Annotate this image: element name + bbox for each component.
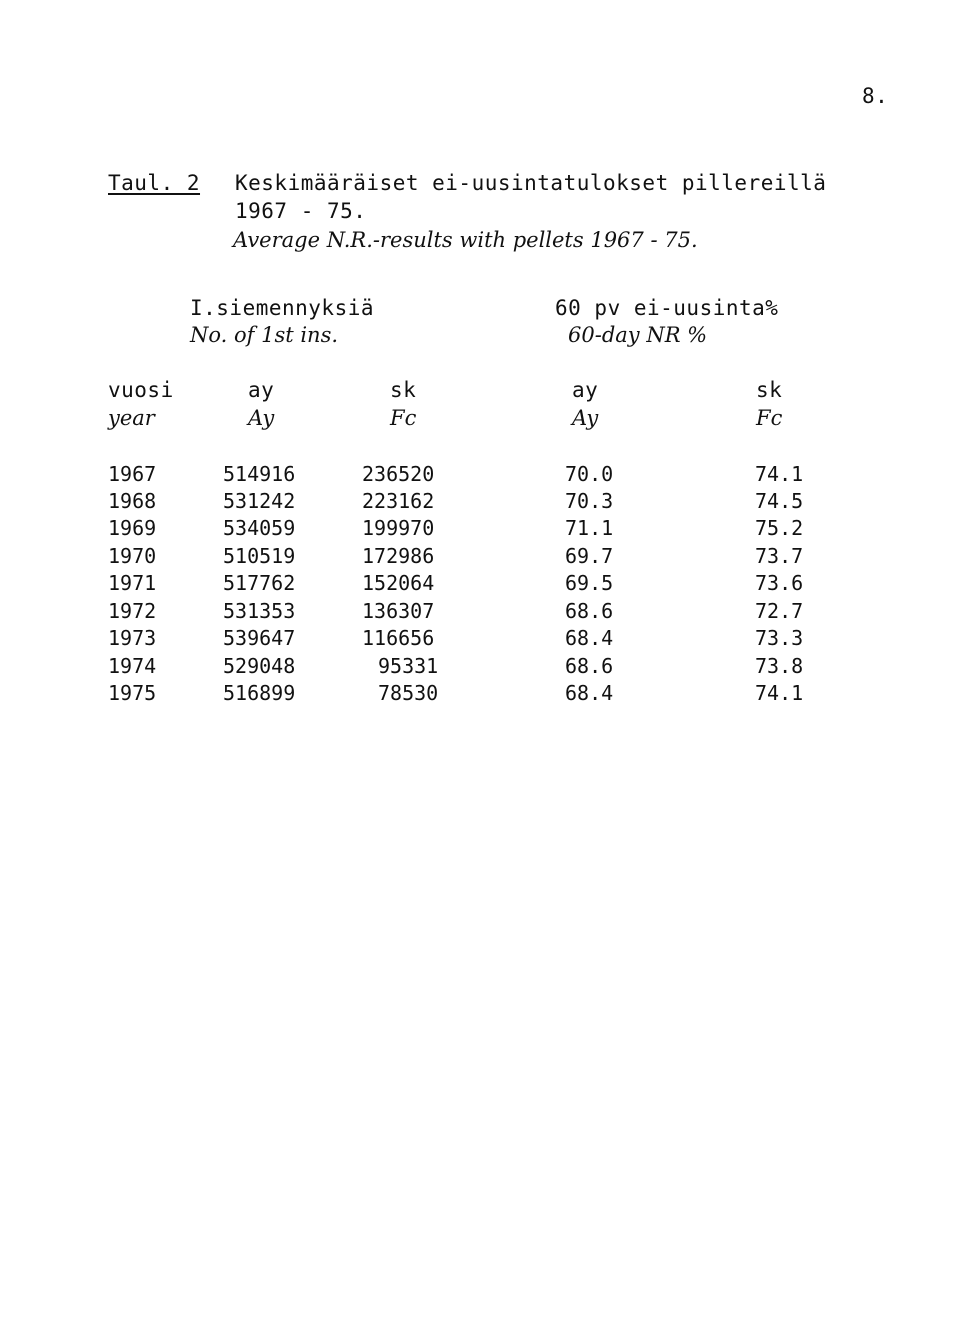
table-row bbox=[0, 518, 960, 545]
year-cell: 1968 bbox=[108, 489, 157, 513]
nr-ay-cell: 68.4 bbox=[565, 681, 614, 705]
first-ins-ay-cell: 529048 bbox=[223, 654, 296, 678]
year-cell: 1975 bbox=[108, 681, 157, 705]
group-header-first-ins-english: No. of 1st ins. bbox=[190, 323, 339, 347]
group-header-nonreturn-finnish: 60 pv ei-uusinta% bbox=[555, 296, 779, 320]
year-cell: 1974 bbox=[108, 654, 157, 678]
column-header-sk-ins-finnish: sk bbox=[390, 378, 417, 402]
first-ins-ay-cell: 510519 bbox=[223, 544, 296, 568]
first-ins-sk-cell: 116656 bbox=[362, 626, 435, 650]
column-header-ay-nr-finnish: ay bbox=[572, 378, 599, 402]
table-row bbox=[0, 656, 960, 683]
first-ins-sk-cell: 199970 bbox=[362, 516, 435, 540]
first-ins-ay-cell: 531242 bbox=[223, 489, 296, 513]
column-header-year-english: year bbox=[108, 406, 155, 430]
column-header-year-finnish: vuosi bbox=[108, 378, 174, 402]
nr-ay-cell: 69.5 bbox=[565, 571, 614, 595]
table-row bbox=[0, 601, 960, 628]
first-ins-ay-cell: 517762 bbox=[223, 571, 296, 595]
first-ins-ay-cell: 531353 bbox=[223, 599, 296, 623]
column-header-ay-ins-english: Ay bbox=[248, 406, 275, 430]
nr-ay-cell: 68.6 bbox=[565, 654, 614, 678]
nr-sk-cell: 75.2 bbox=[755, 516, 804, 540]
year-cell: 1969 bbox=[108, 516, 157, 540]
first-ins-ay-cell: 539647 bbox=[223, 626, 296, 650]
table-row bbox=[0, 546, 960, 573]
first-ins-sk-cell: 95331 bbox=[378, 654, 439, 678]
year-cell: 1971 bbox=[108, 571, 157, 595]
nr-sk-cell: 74.1 bbox=[755, 681, 804, 705]
page-number: 8. bbox=[862, 84, 889, 108]
column-header-sk-nr-english: Fc bbox=[756, 406, 783, 430]
nr-sk-cell: 73.3 bbox=[755, 626, 804, 650]
table-row bbox=[0, 628, 960, 655]
first-ins-ay-cell: 516899 bbox=[223, 681, 296, 705]
year-cell: 1973 bbox=[108, 626, 157, 650]
nr-sk-cell: 73.7 bbox=[755, 544, 804, 568]
year-cell: 1967 bbox=[108, 462, 157, 486]
nr-ay-cell: 70.3 bbox=[565, 489, 614, 513]
table-title-years: 1967 - 75. bbox=[235, 199, 367, 223]
table-title-finnish: Keskimääräiset ei-uusintatulokset pillereillä bbox=[235, 171, 827, 195]
nr-sk-cell: 74.1 bbox=[755, 462, 804, 486]
nr-ay-cell: 70.0 bbox=[565, 462, 614, 486]
first-ins-ay-cell: 534059 bbox=[223, 516, 296, 540]
first-ins-sk-cell: 172986 bbox=[362, 544, 435, 568]
column-header-sk-ins-english: Fc bbox=[390, 406, 417, 430]
nr-ay-cell: 71.1 bbox=[565, 516, 614, 540]
first-ins-sk-cell: 152064 bbox=[362, 571, 435, 595]
table-title-english: Average N.R.-results with pellets 1967 - 75. bbox=[233, 228, 698, 252]
first-ins-sk-cell: 136307 bbox=[362, 599, 435, 623]
table-row bbox=[0, 573, 960, 600]
group-header-nonreturn-english: 60-day NR % bbox=[568, 323, 708, 347]
nr-sk-cell: 72.7 bbox=[755, 599, 804, 623]
nr-ay-cell: 69.7 bbox=[565, 544, 614, 568]
nr-ay-cell: 68.4 bbox=[565, 626, 614, 650]
table-row bbox=[0, 464, 960, 491]
first-ins-sk-cell: 78530 bbox=[378, 681, 439, 705]
column-header-ay-nr-english: Ay bbox=[572, 406, 599, 430]
nr-sk-cell: 74.5 bbox=[755, 489, 804, 513]
first-ins-ay-cell: 514916 bbox=[223, 462, 296, 486]
table-row bbox=[0, 491, 960, 518]
nr-ay-cell: 68.6 bbox=[565, 599, 614, 623]
column-header-ay-ins-finnish: ay bbox=[248, 378, 275, 402]
first-ins-sk-cell: 223162 bbox=[362, 489, 435, 513]
table-label: Taul. 2 bbox=[108, 171, 201, 195]
year-cell: 1972 bbox=[108, 599, 157, 623]
group-header-first-ins-finnish: I.siemennyksiä bbox=[190, 296, 375, 320]
table-row bbox=[0, 683, 960, 710]
year-cell: 1970 bbox=[108, 544, 157, 568]
first-ins-sk-cell: 236520 bbox=[362, 462, 435, 486]
nr-sk-cell: 73.8 bbox=[755, 654, 804, 678]
column-header-sk-nr-finnish: sk bbox=[756, 378, 783, 402]
nr-sk-cell: 73.6 bbox=[755, 571, 804, 595]
